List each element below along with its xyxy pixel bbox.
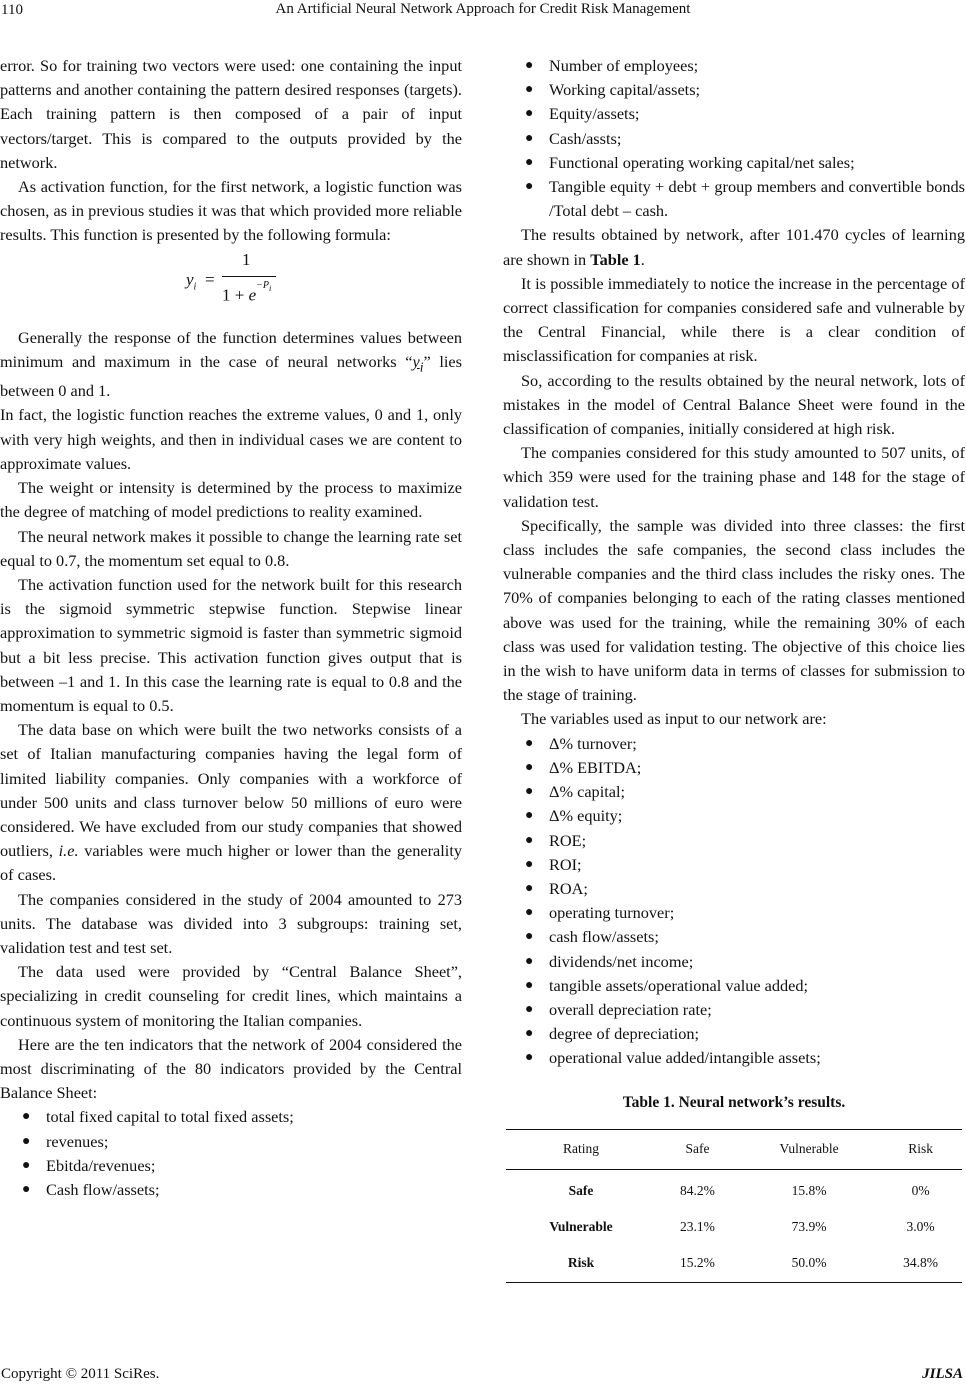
table-cell: 3.0% [906, 1219, 935, 1235]
bullet-icon: ● [525, 759, 534, 775]
running-title: An Artificial Neural Network Approach for Credit Risk Management [275, 1, 691, 17]
list-item: ● Ebitda/revenues; [0, 1154, 462, 1178]
paragraph: Generally the response of the function determines values between minimum and maximum in the case of neural networks “$y_i$” lies between 0 and 1. [0, 327, 462, 401]
copyright-notice: Copyright © 2011 SciRes. [1, 1366, 160, 1382]
list-item: ● degree of depreciation; [503, 1022, 965, 1046]
paragraph: It is possible immediately to notice the increase in the percentage of correct classification for companies considered safe and vulnerable by the Central Financial, while there is a clear condition of misclassification for companies at risk. [503, 273, 965, 366]
paragraph: The activation function used for the network built for this research is the sigmoid symmetric stepwise function. Stepwise linear approximation to symmetric sigmoid is faster than symmetric sigmoid but a bit less precise. This activation function gives output that is between –1 and 1. In this case the learning rate is equal to 0.8 and the momentum is equal to 0.5. [0, 574, 462, 715]
table-cell: 50.0% [791, 1255, 827, 1271]
list-item: ● total fixed capital to total fixed assets; [0, 1105, 462, 1129]
paragraph: The data base on which were built the two networks consists of a set of Italian manufacturing companies having the legal form of limited liability companies. Only companies with a workforce of under 500 units and class turnover below 50 millions of euro were considered. We have excluded from our study companies that showed outliers, i.e. variables were much higher or lower than the generality of cases. [0, 720, 462, 885]
bullet-icon: ● [525, 929, 534, 945]
paragraph: The companies considered for this study amounted to 507 units, of which 359 were used for the training phase and 148 for the stage of validation test. [503, 443, 965, 511]
indicator-list [0, 1105, 462, 1202]
bullet-icon: ● [525, 106, 534, 122]
table-header-row [506, 1129, 962, 1169]
bullet-icon: ● [525, 58, 534, 73]
bullet-icon: ● [525, 856, 534, 872]
table-row [506, 1169, 962, 1209]
list-item: ● ROE; [503, 829, 965, 853]
table-cell: 73.9% [791, 1219, 827, 1235]
bullet-icon: ● [525, 735, 534, 751]
bullet-icon: ● [525, 1026, 534, 1042]
equation-lhs: $y_i$ [186, 269, 197, 293]
table-cell: 23.1% [680, 1219, 715, 1235]
left-column [0, 54, 462, 1202]
list-item: ● Δ% equity; [503, 804, 965, 828]
bullet-icon: ● [525, 953, 534, 969]
list-item: ● Cash flow/assets; [0, 1178, 462, 1202]
table-cell: 15.2% [680, 1255, 715, 1271]
logistic-equation [0, 249, 462, 324]
list-item: ● Cash/assts; [503, 127, 965, 151]
row-label: Risk [567, 1255, 595, 1271]
paragraph: Specifically, the sample was divided into three classes: the first class includes the safe companies, the second class includes the vulnerable companies and the third class includes the risky ones. The 70% of companies belonging to each of the rating classes mentioned above was used for the training, while the remaining 30% of each class was used for validation testing. The objective of this choice lies in the wish to have uniform data in terms of classes for submission to the stage of training. [503, 515, 965, 705]
bullet-icon: ● [525, 179, 534, 195]
bullet-icon: ● [525, 1001, 534, 1017]
list-item: ● cash flow/assets; [503, 925, 965, 949]
list-item: ● Number of employees; [503, 54, 965, 78]
input-variable-list [503, 732, 965, 1071]
equation-numerator: 1 [242, 249, 251, 269]
paragraph: In fact, the logistic function reaches the extreme values, 0 and 1, only with very high weights, and then in individual cases we are content to approximate values. [0, 405, 462, 473]
page-header [0, 0, 966, 22]
list-item: ● operating turnover; [503, 901, 965, 925]
table-cell: 0% [911, 1182, 930, 1198]
table-reference: Table 1 [590, 249, 641, 269]
fraction-bar [222, 276, 276, 277]
list-item: ● overall depreciation rate; [503, 998, 965, 1022]
bullet-icon: ● [525, 977, 534, 993]
paragraph: error. So for training two vectors were used: one containing the input patterns and another containing the pattern desired responses (targets). Each training pattern is then composed of a pair of input vectors/target. This is compared to the outputs provided by the network. [0, 56, 462, 172]
bullet-icon: ● [525, 130, 534, 146]
paragraph: The data used were provided by “Central Balance Sheet”, specializing in credit counseling for credit lines, which maintains a continuous system of monitoring the Italian companies. [0, 962, 462, 1030]
bullet-icon: ● [525, 905, 534, 921]
indicator-list-continued [503, 54, 965, 223]
paragraph: The results obtained by network, after 101.470 cycles of learning are shown in Table 1. [503, 225, 965, 269]
bullet-icon: ● [22, 1109, 31, 1125]
list-item: ● Δ% capital; [503, 780, 965, 804]
list-item: ● ROI; [503, 853, 965, 877]
list-item: ● Equity/assets; [503, 102, 965, 126]
list-item: ● Working capital/assets; [503, 78, 965, 102]
bullet-icon: ● [525, 880, 534, 896]
table-caption: Table 1. Neural network’s results. [622, 1093, 846, 1111]
table-row [506, 1209, 962, 1245]
bullet-icon: ● [525, 808, 534, 824]
paragraph: The companies considered in the study of 2004 amounted to 273 units. The database was divided into 3 subgroups: training set, validation test and test set. [0, 889, 462, 957]
right-column [503, 54, 965, 1283]
equation-denominator: $1 + e^{-P_i}$ [222, 279, 272, 305]
list-item: ● ROA; [503, 877, 965, 901]
paragraph: The weight or intensity is determined by the process to maximize the degree of matching of model predictions to reality examined. [0, 478, 462, 522]
table-cell: 84.2% [680, 1182, 715, 1198]
bullet-icon: ● [22, 1181, 31, 1197]
list-item: ● revenues; [0, 1130, 462, 1154]
bullet-icon: ● [525, 154, 534, 170]
list-item: ● tangible assets/operational value added; [503, 974, 965, 998]
journal-name: JILSA [922, 1366, 963, 1382]
bullet-icon: ● [525, 1050, 534, 1066]
bullet-icon: ● [525, 832, 534, 848]
bullet-icon: ● [22, 1157, 31, 1173]
paragraph: So, according to the results obtained by the neural network, lots of mistakes in the model of Central Balance Sheet were found in the classification of companies, initially considered at high risk. [503, 370, 965, 439]
table-cell: 34.8% [903, 1255, 939, 1271]
equation-equals: = [205, 269, 215, 289]
list-item: ● Δ% EBITDA; [503, 756, 965, 780]
bullet-icon: ● [525, 784, 534, 800]
paragraph: As activation function, for the first network, a logistic function was chosen, as in previous studies it was that which provided more reliable results. This function is presented by the following formula: [0, 177, 462, 245]
column-header: Safe [685, 1140, 710, 1156]
column-header: Risk [908, 1140, 933, 1156]
page-number: 110 [1, 2, 23, 18]
list-item: ● Tangible equity + debt + group members and convertible bonds /Total debt – cash. [525, 177, 965, 221]
table-row [506, 1245, 962, 1282]
list-item: ● operational value added/intangible assets; [503, 1046, 965, 1070]
list-item: ● Functional operating working capital/net sales; [503, 151, 965, 175]
bullet-icon: ● [22, 1133, 31, 1149]
paragraph: Here are the ten indicators that the network of 2004 considered the most discriminating of the 80 indicators provided by the Central Balance Sheet: [0, 1034, 462, 1103]
row-label: Vulnerable [549, 1219, 613, 1235]
column-header: Rating [563, 1140, 600, 1156]
results-table [506, 1129, 962, 1283]
list-item: ● dividends/net income; [503, 950, 965, 974]
column-header: Vulnerable [779, 1140, 839, 1156]
table-cell: 15.8% [791, 1182, 827, 1198]
list-item: ● Δ% turnover; [503, 732, 965, 756]
bullet-icon: ● [525, 82, 534, 98]
paragraph: The neural network makes it possible to change the learning rate set equal to 0.7, the momentum set equal to 0.8. [0, 526, 462, 570]
paragraph: The variables used as input to our network are: [521, 709, 827, 729]
row-label: Safe [568, 1182, 594, 1198]
